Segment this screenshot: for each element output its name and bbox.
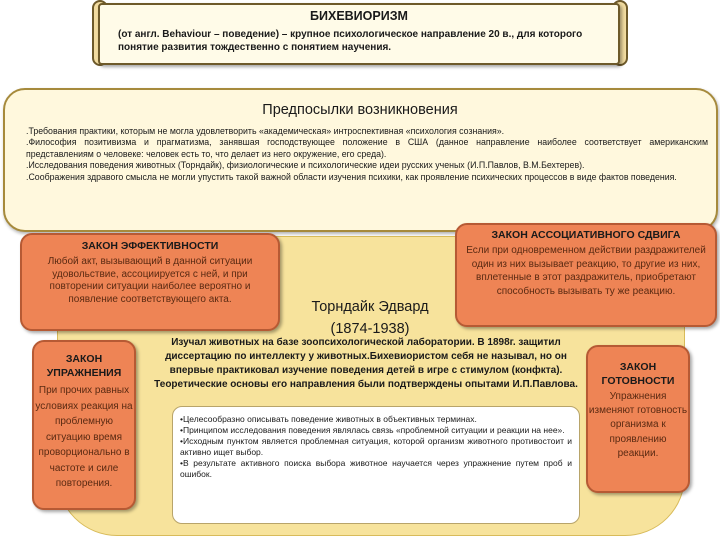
scientist-bio: Изучал животных на базе зоопсихологической лаборатории. В 1898г. защитил диссертацию по интеллекту у животных.Бихевиористом себя не называл, но он впервые практиковал изучение поведения детей в игре с стимулом (конфкта). Теоретические основы его направления были подтверждены опытами И.П.Павлова. [154, 337, 578, 390]
scientist-years: (1874-1938) [330, 321, 410, 337]
principle-item: •Принципом исследования поведения являлась связь «проблемной ситуации и реакции на нее». [180, 425, 565, 435]
prerequisite-item: .Соображения здравого смысла не могли упустить такой важной области изучения психики, как проявление психических процессов в виде фактов поведения. [26, 171, 677, 182]
prerequisite-item: .Исследования поведения животных (Торндайк), физиологические и психологические идеи русских ученых (И.П.Павлов, В.М.Бехтерев). [26, 160, 585, 171]
principles-list [180, 414, 572, 480]
prerequisite-item: .Требования практики, которым не могла удовлетворить «академическая» интроспективная «психология сознания». [26, 126, 505, 136]
prerequisites-heading: Предпосылки возникновения [262, 102, 458, 118]
definition-text: (от англ. Behaviour – поведение) – крупное психологическое направление 20 в., для которого понятие развития тождественно с понятием научения. [118, 29, 583, 53]
law-associative-shift-text: Если при одновременном действии раздражителей один из них вызывает реакцию, то другие из них, вплетенные в этот раздражитель, приобретают способность вызывать ту же реакцию. [466, 245, 706, 297]
scientist-name-block [290, 296, 450, 340]
principle-item: •Целесообразно описывать поведение животных в объективных терминах. [180, 414, 477, 424]
scientist-name: Торндайк Эдвард [311, 299, 429, 315]
principle-item: •Исходным пунктом является проблемная ситуация, которой организм животного противостоит и активно ищет выбор. [180, 436, 572, 457]
law-associative-shift-title: ЗАКОН АССОЦИАТИВНОГО СДВИГА [491, 229, 681, 241]
law-exercise-text: При прочих равных условиях реакция на проблемную ситуацию время проворционально в частоте и силе повторения. [35, 385, 133, 489]
principle-item: •В результате активного поиска выбора животное научается через упражнение путем проб и ошибок. [180, 458, 572, 479]
prerequisites-list [26, 126, 708, 183]
prerequisite-item: .Философия позитивизма и прагматизма, занявшая господствующее положение в США (данное направление наиболее соответствует американским представлениям о человеке: человек есть то, что делает из него окружение, его среда). [26, 137, 708, 159]
page-title: БИХЕВИОРИЗМ [310, 9, 408, 23]
law-effectiveness-title: ЗАКОН ЭФФЕКТИВНОСТИ [81, 240, 219, 252]
law-effectiveness-text: Любой акт, вызывающий в данной ситуации удовольствие, ассоциируется с ней, и при повторении ситуации наиболее вероятно и появление соответствующего акта. [47, 256, 253, 305]
law-readiness-title: ЗАКОН ГОТОВНОСТИ [601, 361, 675, 387]
law-readiness-text: Упражнения изменяют готовность организма к проявлению реакции. [588, 391, 688, 459]
law-exercise-title: ЗАКОН УПРАЖНЕНИЯ [46, 353, 122, 379]
